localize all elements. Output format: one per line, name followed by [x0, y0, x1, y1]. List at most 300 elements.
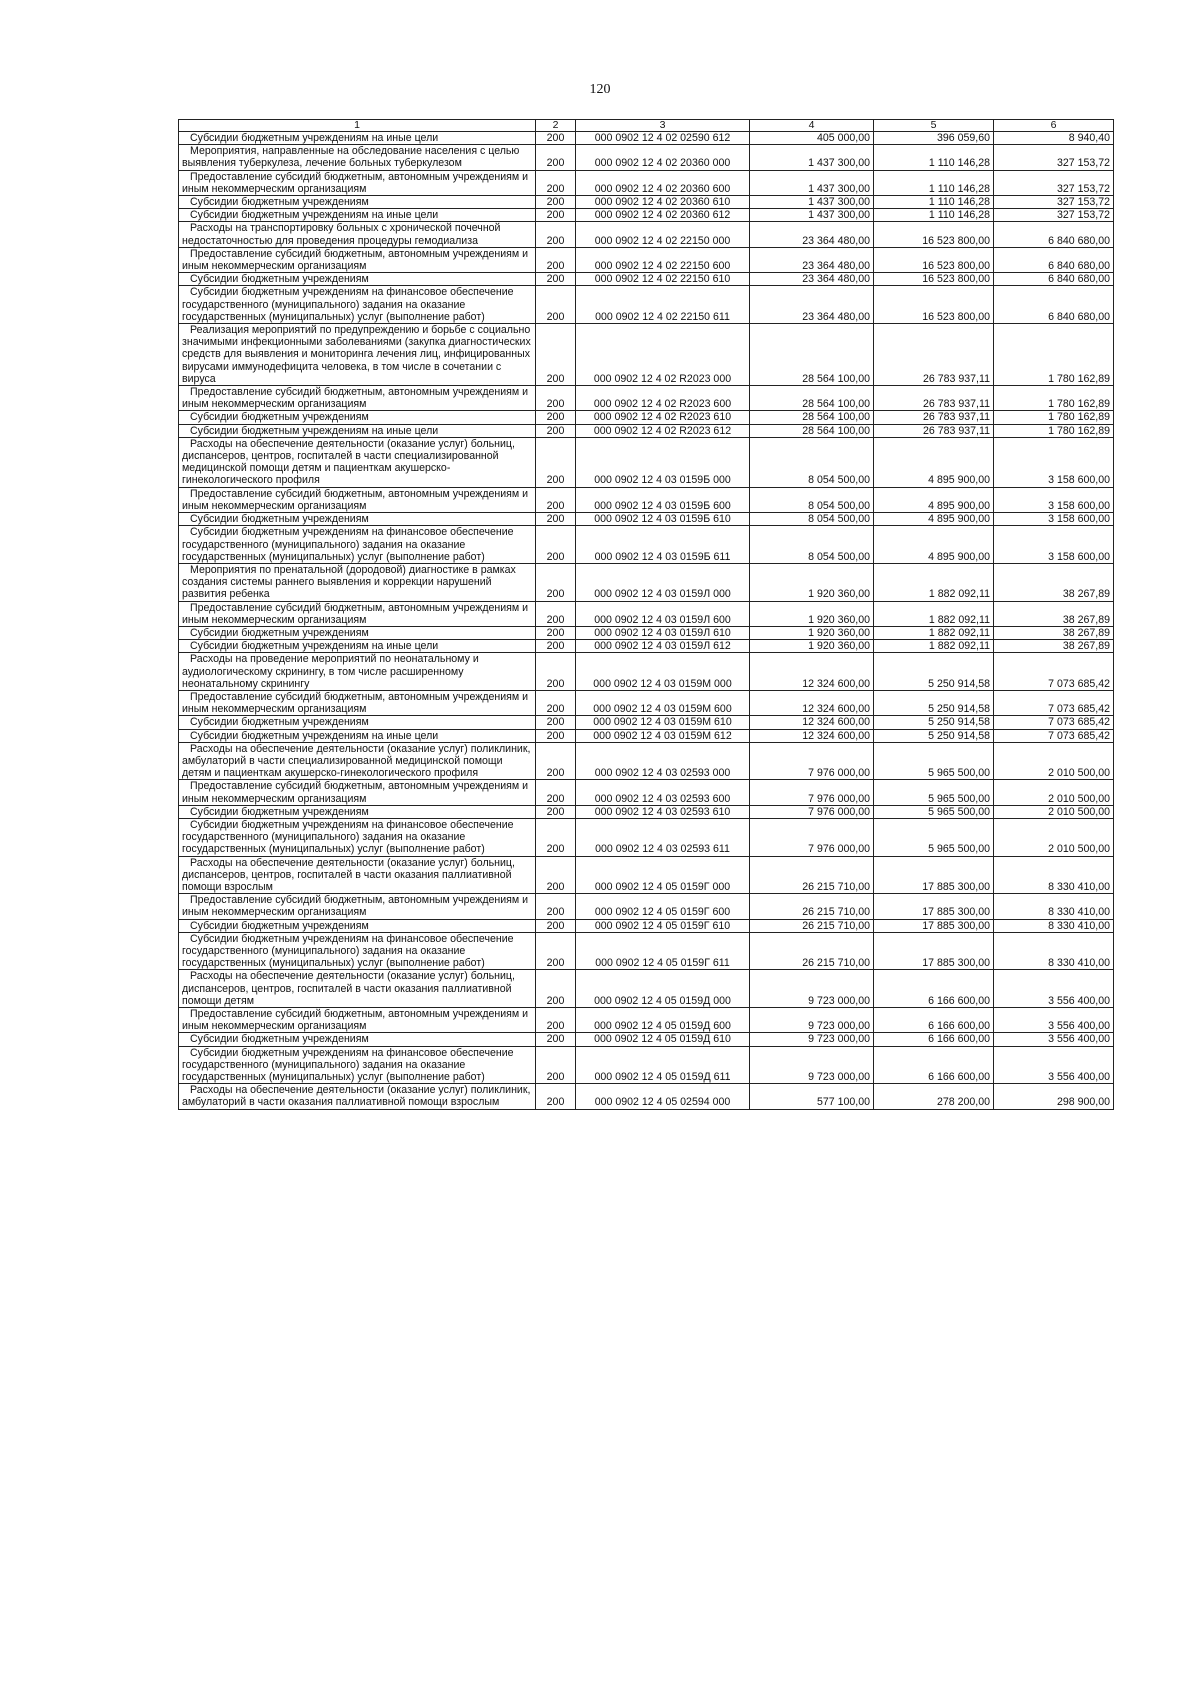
row-value-col4-cell: [750, 563, 874, 601]
row-name: Субсидии бюджетным учреждениям: [190, 919, 369, 932]
row-value-col6: 1 780 162,89: [1048, 424, 1110, 437]
row-value-col4-cell: [750, 716, 874, 729]
row-name: Субсидии бюджетным учреждениям на финансовое обеспечение государственного (муниципального) задания на оказание государственных (муниципальных) услуг (выполнение работ): [182, 526, 514, 563]
row-code-cell: [536, 424, 576, 437]
row-value-col6-cell: [994, 222, 1114, 247]
table-row: [179, 487, 1114, 512]
row-code-cell: [536, 729, 576, 742]
row-value-col6: 327 153,72: [1056, 196, 1110, 209]
row-value-col6-cell: [994, 209, 1114, 222]
row-value-col6: 8 330 410,00: [1048, 957, 1110, 970]
row-name-cell: [179, 273, 536, 286]
row-classification-cell: [576, 132, 750, 145]
row-value-col4-cell: [750, 805, 874, 818]
row-value-col4-cell: [750, 970, 874, 1008]
row-classification: 000 0902 12 4 02 20360 610: [594, 196, 731, 209]
row-value-col5-cell: [874, 196, 994, 209]
row-name-cell: [179, 1033, 536, 1046]
row-value-col6: 38 267,89: [1062, 626, 1110, 639]
row-name-cell: [179, 640, 536, 653]
row-value-col4-cell: [750, 526, 874, 564]
row-classification: 000 0902 12 4 03 0159Б 000: [594, 474, 731, 487]
row-code: 200: [546, 310, 565, 323]
row-value-col5-cell: [874, 411, 994, 424]
row-classification: 000 0902 12 4 02 02590 612: [594, 132, 731, 144]
row-code: 200: [546, 767, 565, 780]
table-row: [179, 626, 1114, 639]
row-value-col5-cell: [874, 932, 994, 970]
row-value-col4-cell: [750, 386, 874, 411]
row-code-cell: [536, 132, 576, 145]
row-code-cell: [536, 222, 576, 247]
row-value-col4: 28 564 100,00: [802, 411, 870, 424]
row-value-col5-cell: [874, 640, 994, 653]
row-code-cell: [536, 1033, 576, 1046]
row-code-cell: [536, 170, 576, 195]
table-row: [179, 742, 1114, 780]
row-code-cell: [536, 780, 576, 805]
row-value-col4: 26 215 710,00: [802, 906, 870, 919]
row-name: Субсидии бюджетным учреждениям на иные цели: [190, 640, 439, 653]
row-name: Предоставление субсидий бюджетным, автономным учреждениям и иным некоммерческим организациям: [182, 170, 529, 195]
row-name-cell: [179, 729, 536, 742]
row-value-col6-cell: [994, 526, 1114, 564]
row-code-cell: [536, 856, 576, 894]
row-value-col6: 3 158 600,00: [1048, 499, 1110, 512]
row-name: Субсидии бюджетным учреждениям: [190, 273, 369, 286]
row-name-cell: [179, 894, 536, 919]
row-value-col6: 8 940,40: [1068, 132, 1110, 144]
row-value-col4: 1 437 300,00: [808, 196, 870, 209]
row-code: 200: [546, 1071, 565, 1084]
row-code-cell: [536, 716, 576, 729]
row-code-cell: [536, 626, 576, 639]
row-value-col5: 5 965 500,00: [928, 792, 990, 805]
row-value-col4: 1 437 300,00: [808, 209, 870, 222]
row-name-cell: [179, 626, 536, 639]
row-classification: 000 0902 12 4 03 0159М 612: [593, 729, 732, 742]
row-name: Мероприятия, направленные на обследование населения с целью выявления туберкулеза, лечение больных туберкулезом: [182, 145, 520, 170]
row-classification-cell: [576, 437, 750, 487]
row-value-col5-cell: [874, 818, 994, 856]
row-value-col6-cell: [994, 894, 1114, 919]
row-value-col5: 6 166 600,00: [928, 1020, 990, 1033]
row-value-col5-cell: [874, 780, 994, 805]
row-classification-cell: [576, 805, 750, 818]
row-value-col4: 1 920 360,00: [808, 613, 870, 626]
row-value-col4-cell: [750, 1008, 874, 1033]
row-value-col6-cell: [994, 286, 1114, 324]
row-code-cell: [536, 894, 576, 919]
row-code: 200: [546, 209, 565, 222]
row-value-col5: 16 523 800,00: [922, 310, 990, 323]
row-code: 200: [546, 132, 565, 144]
row-value-col4-cell: [750, 324, 874, 386]
row-code: 200: [546, 716, 565, 729]
row-classification-cell: [576, 273, 750, 286]
row-value-col4: 28 564 100,00: [802, 372, 870, 385]
row-classification-cell: [576, 222, 750, 247]
table-row: [179, 324, 1114, 386]
row-value-col6: 38 267,89: [1062, 640, 1110, 653]
row-code: 200: [546, 626, 565, 639]
row-value-col4-cell: [750, 601, 874, 626]
row-value-col5: 5 965 500,00: [928, 767, 990, 780]
row-value-col5: 6 166 600,00: [928, 1071, 990, 1084]
row-code: 200: [546, 613, 565, 626]
row-name: Предоставление субсидий бюджетным, автономным учреждениям и иным некоммерческим организациям: [182, 690, 529, 716]
row-value-col6: 6 840 680,00: [1048, 260, 1110, 273]
row-value-col5: 16 523 800,00: [922, 273, 990, 286]
row-value-col4-cell: [750, 729, 874, 742]
row-value-col6-cell: [994, 324, 1114, 386]
row-value-col4-cell: [750, 196, 874, 209]
table-row: [179, 716, 1114, 729]
row-value-col6-cell: [994, 196, 1114, 209]
row-code-cell: [536, 526, 576, 564]
row-classification: 000 0902 12 4 03 0159Л 612: [594, 640, 731, 653]
row-classification: 000 0902 12 4 02 22150 600: [594, 260, 731, 273]
row-name: Расходы на обеспечение деятельности (оказание услуг) поликлиник, амбулаторий в части оказания паллиативной помощи взрослым: [182, 1084, 531, 1109]
row-value-col5: 1 882 092,11: [928, 640, 990, 653]
row-code-cell: [536, 273, 576, 286]
row-code-cell: [536, 196, 576, 209]
column-header: 1: [179, 120, 536, 132]
row-value-col4-cell: [750, 653, 874, 691]
row-name-cell: [179, 653, 536, 691]
row-classification-cell: [576, 1033, 750, 1046]
row-code-cell: [536, 513, 576, 526]
row-value-col4-cell: [750, 170, 874, 195]
row-value-col4: 23 364 480,00: [802, 260, 870, 273]
row-classification: 000 0902 12 4 03 02593 000: [594, 767, 731, 780]
row-name-cell: [179, 856, 536, 894]
row-classification-cell: [576, 653, 750, 691]
row-value-col4-cell: [750, 513, 874, 526]
row-value-col4-cell: [750, 1046, 874, 1084]
row-value-col5-cell: [874, 437, 994, 487]
table-row: [179, 526, 1114, 564]
row-classification: 000 0902 12 4 02 R2023 610: [593, 411, 732, 424]
row-name: Субсидии бюджетным учреждениям: [190, 805, 369, 818]
row-name-cell: [179, 386, 536, 411]
row-value-col4: 8 054 500,00: [808, 550, 870, 563]
row-classification-cell: [576, 818, 750, 856]
row-name-cell: [179, 919, 536, 932]
row-value-col4: 7 976 000,00: [808, 792, 870, 805]
row-classification: 000 0902 12 4 03 0159М 610: [593, 716, 732, 729]
row-value-col4: 23 364 480,00: [802, 234, 870, 247]
table-row: [179, 132, 1114, 145]
row-code-cell: [536, 247, 576, 272]
row-value-col4-cell: [750, 437, 874, 487]
row-code: 200: [546, 588, 565, 601]
table-row: [179, 222, 1114, 247]
row-value-col6: 3 556 400,00: [1048, 994, 1110, 1007]
row-value-col6-cell: [994, 970, 1114, 1008]
row-classification: 000 0902 12 4 02 20360 612: [594, 209, 731, 222]
row-value-col6: 38 267,89: [1062, 588, 1110, 601]
row-value-col6-cell: [994, 487, 1114, 512]
row-code-cell: [536, 640, 576, 653]
row-value-col4: 23 364 480,00: [802, 273, 870, 286]
row-value-col5-cell: [874, 513, 994, 526]
row-name: Субсидии бюджетным учреждениям на иные цели: [190, 729, 439, 742]
row-value-col6-cell: [994, 742, 1114, 780]
row-value-col6-cell: [994, 513, 1114, 526]
row-value-col5-cell: [874, 386, 994, 411]
row-value-col6: 8 330 410,00: [1048, 919, 1110, 932]
row-value-col5-cell: [874, 805, 994, 818]
row-value-col5-cell: [874, 145, 994, 170]
row-code: 200: [546, 1096, 565, 1109]
row-value-col4: 12 324 600,00: [802, 703, 870, 716]
row-code: 200: [546, 703, 565, 716]
row-classification: 000 0902 12 4 03 0159М 600: [593, 703, 732, 716]
row-name: Субсидии бюджетным учреждениям: [190, 716, 369, 729]
row-value-col5-cell: [874, 653, 994, 691]
row-name-cell: [179, 437, 536, 487]
row-value-col4: 9 723 000,00: [808, 994, 870, 1007]
row-classification-cell: [576, 196, 750, 209]
row-classification-cell: [576, 513, 750, 526]
row-name: Мероприятия по пренатальной (дородовой) диагностике в рамках создания системы раннего выявления и коррекции нарушений развития ребенка: [182, 563, 516, 601]
row-value-col6: 3 158 600,00: [1048, 474, 1110, 487]
row-value-col4: 7 976 000,00: [808, 843, 870, 856]
row-value-col6: 2 010 500,00: [1048, 792, 1110, 805]
row-classification: 000 0902 12 4 05 02594 000: [594, 1096, 731, 1109]
row-name-cell: [179, 196, 536, 209]
table-row: [179, 437, 1114, 487]
row-code-cell: [536, 970, 576, 1008]
row-classification-cell: [576, 626, 750, 639]
row-classification-cell: [576, 386, 750, 411]
row-name-cell: [179, 563, 536, 601]
row-code: 200: [546, 157, 565, 170]
row-name: Расходы на проведение мероприятий по неонатальному и аудиологическому скринингу, в том числе расширенному неонатальному скринингу: [182, 653, 479, 690]
row-value-col4-cell: [750, 222, 874, 247]
row-code: 200: [546, 994, 565, 1007]
table-row: [179, 196, 1114, 209]
row-classification: 000 0902 12 4 03 02593 611: [595, 843, 730, 856]
row-value-col4: 7 976 000,00: [808, 767, 870, 780]
row-value-col5-cell: [874, 970, 994, 1008]
row-classification: 000 0902 12 4 03 0159Л 600: [594, 613, 731, 626]
row-code-cell: [536, 487, 576, 512]
row-name: Субсидии бюджетным учреждениям на финансовое обеспечение государственного (муниципального) задания на оказание государственных (муниципальных) услуг (выполнение работ): [182, 1046, 514, 1084]
row-value-col4-cell: [750, 411, 874, 424]
row-classification-cell: [576, 286, 750, 324]
row-classification: 000 0902 12 4 03 02593 610: [594, 805, 731, 818]
row-value-col6: 1 780 162,89: [1048, 411, 1110, 424]
row-classification-cell: [576, 894, 750, 919]
row-value-col5: 6 166 600,00: [928, 1033, 990, 1046]
row-code-cell: [536, 932, 576, 970]
row-value-col4: 12 324 600,00: [802, 716, 870, 729]
row-value-col5: 1 882 092,11: [928, 626, 990, 639]
row-value-col6-cell: [994, 1084, 1114, 1109]
row-value-col5-cell: [874, 919, 994, 932]
row-value-col6: 6 840 680,00: [1048, 234, 1110, 247]
table-row: [179, 805, 1114, 818]
row-value-col4-cell: [750, 247, 874, 272]
row-classification: 000 0902 12 4 03 02593 600: [594, 792, 731, 805]
row-value-col6: 3 556 400,00: [1048, 1020, 1110, 1033]
row-value-col6: 38 267,89: [1062, 613, 1110, 626]
row-name: Субсидии бюджетным учреждениям: [190, 196, 369, 209]
table-row: [179, 653, 1114, 691]
row-value-col5-cell: [874, 1033, 994, 1046]
row-classification-cell: [576, 1008, 750, 1033]
row-value-col5-cell: [874, 424, 994, 437]
row-name-cell: [179, 601, 536, 626]
row-code-cell: [536, 742, 576, 780]
row-classification: 000 0902 12 4 05 0159Д 611: [594, 1071, 731, 1084]
row-value-col6-cell: [994, 640, 1114, 653]
row-value-col5: 1 110 146,28: [928, 157, 990, 170]
row-value-col4: 26 215 710,00: [802, 957, 870, 970]
row-classification: 000 0902 12 4 03 0159М 000: [593, 677, 732, 690]
row-name-cell: [179, 247, 536, 272]
row-value-col6: 327 153,72: [1056, 209, 1110, 222]
row-value-col6-cell: [994, 1033, 1114, 1046]
row-name: Субсидии бюджетным учреждениям на финансовое обеспечение государственного (муниципального) задания на оказание государственных (муниципальных) услуг (выполнение работ): [182, 818, 514, 856]
row-name: Субсидии бюджетным учреждениям на иные цели: [190, 209, 439, 222]
row-value-col6: 1 780 162,89: [1048, 398, 1110, 411]
column-number-row: [179, 120, 1114, 132]
row-value-col6-cell: [994, 780, 1114, 805]
row-value-col5-cell: [874, 894, 994, 919]
row-classification: 000 0902 12 4 02 22150 610: [594, 273, 731, 286]
row-code-cell: [536, 805, 576, 818]
row-value-col6-cell: [994, 424, 1114, 437]
row-value-col6: 6 840 680,00: [1048, 310, 1110, 323]
row-value-col4: 28 564 100,00: [802, 398, 870, 411]
row-name-cell: [179, 286, 536, 324]
row-value-col5: 26 783 937,11: [923, 424, 990, 437]
row-value-col5: 5 965 500,00: [928, 805, 990, 818]
table-row: [179, 513, 1114, 526]
row-code-cell: [536, 324, 576, 386]
row-name: Реализация мероприятий по предупреждению и борьбе с социально значимыми инфекционными заболеваниями (закупка диагностических средств для выявления и мониторинга лечения лиц, инфицированных вирусами иммунодефицита человека, в том числе в сочетании с вируса: [182, 324, 531, 385]
row-name-cell: [179, 222, 536, 247]
row-value-col5: 5 250 914,58: [928, 729, 990, 742]
row-value-col5-cell: [874, 209, 994, 222]
row-value-col6-cell: [994, 932, 1114, 970]
row-code-cell: [536, 209, 576, 222]
row-value-col5-cell: [874, 1046, 994, 1084]
column-header: 5: [874, 120, 994, 132]
table-row: [179, 856, 1114, 894]
row-classification-cell: [576, 601, 750, 626]
row-value-col6-cell: [994, 716, 1114, 729]
row-name: Предоставление субсидий бюджетным, автономным учреждениям и иным некоммерческим организациям: [182, 487, 529, 512]
row-name-cell: [179, 742, 536, 780]
row-value-col5: 4 895 900,00: [928, 499, 990, 512]
row-value-col6-cell: [994, 247, 1114, 272]
row-classification: 000 0902 12 4 05 0159Г 611: [595, 957, 730, 970]
row-name: Предоставление субсидий бюджетным, автономным учреждениям и иным некоммерческим организациям: [182, 1008, 529, 1033]
row-classification-cell: [576, 970, 750, 1008]
table-row: [179, 145, 1114, 170]
row-value-col5: 16 523 800,00: [922, 234, 990, 247]
row-value-col6-cell: [994, 1008, 1114, 1033]
row-value-col6: 7 073 685,42: [1048, 703, 1110, 716]
row-value-col4: 23 364 480,00: [802, 310, 870, 323]
row-name: Субсидии бюджетным учреждениям на иные цели: [190, 424, 439, 437]
row-value-col5: 1 882 092,11: [928, 613, 990, 626]
row-code: 200: [546, 499, 565, 512]
row-value-col6-cell: [994, 563, 1114, 601]
row-value-col5: 396 059,60: [936, 132, 990, 144]
row-value-col6: 6 840 680,00: [1048, 273, 1110, 286]
row-name: Субсидии бюджетным учреждениям на финансовое обеспечение государственного (муниципального) задания на оказание государственных (муниципальных) услуг (выполнение работ): [182, 286, 514, 323]
row-classification-cell: [576, 563, 750, 601]
row-classification-cell: [576, 1046, 750, 1084]
page-number: 120: [589, 82, 611, 97]
row-classification: 000 0902 12 4 03 0159Б 600: [594, 499, 731, 512]
row-value-col4-cell: [750, 894, 874, 919]
row-value-col5-cell: [874, 690, 994, 715]
row-value-col5: 17 885 300,00: [922, 957, 990, 970]
row-value-col5-cell: [874, 487, 994, 512]
row-value-col6: 2 010 500,00: [1048, 843, 1110, 856]
row-value-col5: 4 895 900,00: [928, 550, 990, 563]
row-code: 200: [546, 273, 565, 286]
row-code: 200: [546, 398, 565, 411]
row-classification: 000 0902 12 4 05 0159Г 600: [594, 906, 731, 919]
row-code: 200: [546, 880, 565, 893]
table-row: [179, 286, 1114, 324]
row-value-col5-cell: [874, 1008, 994, 1033]
row-value-col5-cell: [874, 170, 994, 195]
row-code-cell: [536, 145, 576, 170]
row-code: 200: [546, 550, 565, 563]
row-value-col6-cell: [994, 437, 1114, 487]
row-value-col4: 405 000,00: [816, 132, 870, 144]
row-classification-cell: [576, 424, 750, 437]
row-code: 200: [546, 957, 565, 970]
row-value-col5-cell: [874, 729, 994, 742]
table-row: [179, 729, 1114, 742]
row-classification: 000 0902 12 4 03 0159Л 610: [594, 626, 731, 639]
row-classification-cell: [576, 1084, 750, 1109]
row-classification: 000 0902 12 4 03 0159Б 610: [594, 513, 731, 526]
row-code-cell: [536, 653, 576, 691]
row-name: Расходы на обеспечение деятельности (оказание услуг) больниц, диспансеров, центров, госпиталей в части оказания паллиативной помощи взрослым: [182, 856, 515, 893]
table-row: [179, 780, 1114, 805]
row-value-col4-cell: [750, 856, 874, 894]
row-value-col6-cell: [994, 690, 1114, 715]
row-value-col4-cell: [750, 209, 874, 222]
table-row: [179, 1084, 1114, 1109]
row-value-col5-cell: [874, 286, 994, 324]
row-classification-cell: [576, 856, 750, 894]
row-value-col6-cell: [994, 805, 1114, 818]
row-code-cell: [536, 818, 576, 856]
row-value-col5: 1 110 146,28: [928, 209, 990, 222]
row-value-col5: 4 895 900,00: [928, 513, 990, 526]
row-classification-cell: [576, 716, 750, 729]
row-classification: 000 0902 12 4 05 0159Д 610: [594, 1033, 731, 1046]
row-value-col4-cell: [750, 286, 874, 324]
table-row: [179, 1033, 1114, 1046]
row-value-col4: 1 437 300,00: [808, 157, 870, 170]
row-classification: 000 0902 12 4 02 20360 000: [594, 157, 731, 170]
table-row: [179, 563, 1114, 601]
table-row: [179, 919, 1114, 932]
row-value-col4: 9 723 000,00: [808, 1020, 870, 1033]
